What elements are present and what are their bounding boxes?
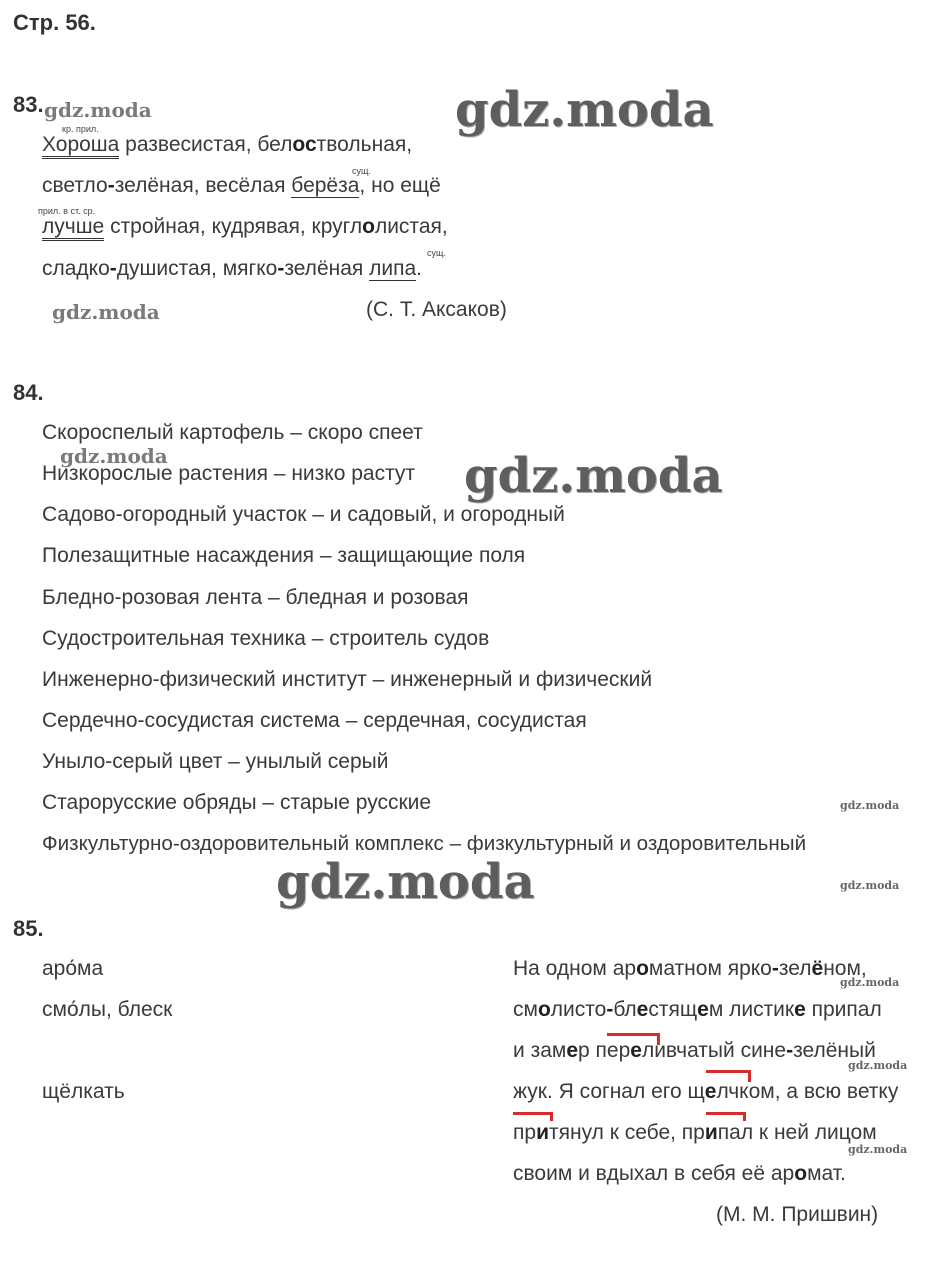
text-fragment: пр bbox=[513, 1121, 537, 1144]
ex83-author: (С. Т. Аксаков) bbox=[366, 298, 507, 321]
watermark-large: gdz.moda bbox=[464, 448, 723, 504]
watermark-small: gdz.moda bbox=[60, 444, 168, 468]
page-header: Стр. 56. bbox=[13, 10, 96, 35]
text-fragment: На одном ар bbox=[513, 957, 637, 980]
watermark-tiny: gdz.moda bbox=[848, 1059, 908, 1072]
watermark-tiny: gdz.moda bbox=[840, 976, 900, 989]
text-fragment: ливчатый сине bbox=[641, 1039, 787, 1062]
note-lipa: сущ. bbox=[427, 248, 446, 258]
text-fragment: и зам bbox=[513, 1039, 567, 1062]
ex85-right-line bbox=[513, 957, 867, 981]
underlined-word: берёза bbox=[291, 174, 360, 197]
underlined-word: Хороша bbox=[42, 133, 119, 159]
prefix-mark bbox=[706, 1112, 746, 1115]
highlighted-letter: е bbox=[704, 1080, 717, 1103]
ex83-line-3: лучше стройная, кудрявая, круглолистая, bbox=[42, 215, 448, 239]
ex84-line: Судостроительная техника – строитель судов bbox=[42, 627, 490, 650]
text-fragment: мат. bbox=[807, 1162, 846, 1185]
ex85-right-line bbox=[513, 998, 882, 1022]
ex84-line: Низкорослые растения – низко растут bbox=[42, 462, 416, 485]
ex84-line: Садово-огородный участок – и садовый, и огородный bbox=[42, 503, 565, 526]
text-fragment: зел bbox=[778, 957, 812, 980]
text-fragment: зелёный bbox=[793, 1039, 876, 1062]
highlighted-letter: и bbox=[704, 1121, 718, 1144]
exercise-83-number: 83. bbox=[13, 92, 44, 117]
watermark-tiny: gdz.moda bbox=[840, 799, 900, 812]
text-fragment: пал к ней лицом bbox=[717, 1121, 877, 1144]
ex85-right-line bbox=[513, 1121, 877, 1145]
ex85-left-word: аро́ма bbox=[42, 957, 104, 980]
highlighted-letter: - bbox=[606, 998, 614, 1021]
prefix-mark bbox=[513, 1112, 553, 1115]
ex85-author: (М. М. Пришвин) bbox=[716, 1203, 879, 1226]
ex85-left-word: смо́лы, блеск bbox=[42, 998, 173, 1021]
highlighted-letter: е bbox=[636, 998, 649, 1021]
root-arc-mark bbox=[706, 1070, 751, 1082]
ex85-right-line bbox=[513, 1039, 876, 1063]
highlighted-letter: и bbox=[536, 1121, 549, 1144]
highlighted-letter: ё bbox=[811, 957, 824, 980]
ex84-line: Скороспелый картофель – скоро спеет bbox=[42, 421, 423, 444]
ex84-line: Уныло-серый цвет – унылый серый bbox=[42, 750, 389, 773]
ex83-line-1: Хороша развесистая, белоствольная, bbox=[42, 133, 412, 157]
watermark-large: gdz.moda bbox=[276, 854, 535, 910]
highlighted-letter: е bbox=[630, 1039, 642, 1062]
exercise-85-number: 85. bbox=[13, 916, 44, 941]
text-fragment: жук. Я согнал его щ bbox=[513, 1080, 705, 1103]
highlighted-letter: о bbox=[537, 998, 551, 1021]
watermark-tiny: gdz.moda bbox=[840, 879, 900, 892]
underlined-word: липа bbox=[369, 257, 417, 280]
watermark-small: gdz.moda bbox=[52, 300, 160, 324]
ex85-right-line bbox=[513, 1162, 846, 1186]
text-fragment: бл bbox=[613, 998, 637, 1021]
root-arc-mark bbox=[607, 1033, 660, 1045]
text-fragment: лчком, а всю ветку bbox=[716, 1080, 899, 1103]
text-fragment: см bbox=[513, 998, 538, 1021]
watermark-small: gdz.moda bbox=[44, 98, 152, 122]
text-fragment: припал bbox=[805, 998, 882, 1021]
watermark-large: gdz.moda bbox=[455, 82, 714, 138]
note-khorosha: кр. прил. bbox=[62, 124, 99, 134]
ex84-line: Сердечно-сосудистая система – сердечная, сосудистая bbox=[42, 709, 587, 732]
highlighted-letter: о bbox=[636, 957, 649, 980]
text-fragment: ном, bbox=[823, 957, 867, 980]
highlighted-letter: е bbox=[566, 1039, 578, 1062]
ex84-line: Бледно-розовая лента – бледная и розовая bbox=[42, 586, 469, 609]
ex84-line: Физкультурно-оздоровительный комплекс – физкультурный и оздоровительный bbox=[42, 832, 807, 855]
highlighted-letter: е bbox=[697, 998, 709, 1021]
ex83-line-2: светло-зелёная, весёлая берёза, но ещё bbox=[42, 174, 441, 197]
highlighted-letter: е bbox=[794, 998, 806, 1021]
text-fragment: стящ bbox=[648, 998, 698, 1021]
ex85-right-line bbox=[513, 1080, 898, 1104]
underlined-word: лучше bbox=[42, 215, 104, 241]
ex85-left-word: щёлкать bbox=[42, 1080, 125, 1103]
text-fragment: своим и вдыхал в себя её ар bbox=[513, 1162, 795, 1185]
note-luchshe: прил. в ст. ср. bbox=[38, 206, 96, 216]
text-fragment: тянул к себе, пр bbox=[548, 1121, 705, 1144]
text-fragment: м листик bbox=[708, 998, 795, 1021]
text-fragment: р пер bbox=[578, 1039, 631, 1062]
highlighted-letter: - bbox=[786, 1039, 794, 1062]
note-bereza: сущ. bbox=[352, 166, 371, 176]
prefix-mark-tick bbox=[743, 1112, 746, 1121]
exercise-84-number: 84. bbox=[13, 380, 44, 405]
ex84-line: Инженерно-физический институт – инженерный и физический bbox=[42, 668, 653, 691]
text-fragment: матном ярко bbox=[648, 957, 772, 980]
highlighted-letter: - bbox=[771, 957, 779, 980]
text-fragment: листо bbox=[550, 998, 607, 1021]
ex84-line: Полезащитные насаждения – защищающие поля bbox=[42, 544, 526, 567]
highlighted-letter: о bbox=[794, 1162, 808, 1185]
prefix-mark-tick bbox=[550, 1112, 553, 1121]
watermark-tiny: gdz.moda bbox=[848, 1143, 908, 1156]
ex83-line-4: сладко-душистая, мягко-зелёная липа. bbox=[42, 257, 422, 280]
ex84-line: Старорусские обряды – старые русские bbox=[42, 791, 432, 814]
